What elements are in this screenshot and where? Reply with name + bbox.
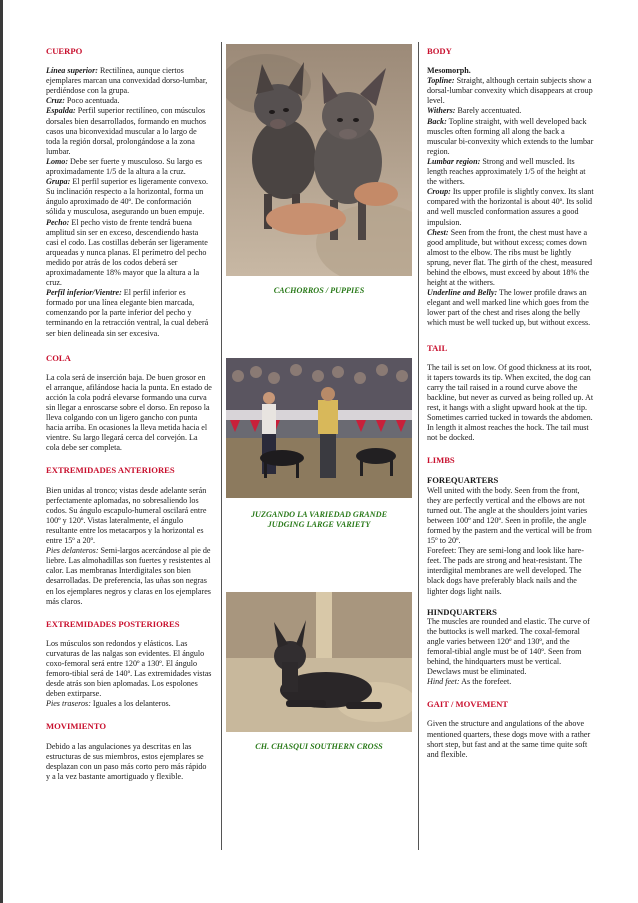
para-cruz: Cruz: Poco acentuada. (46, 96, 120, 106)
para-forequarters: Well united with the body. Seen from the front, they are perfectly vertical and the elbows are not turned out. The angle at the shoulders joint varies between 100º and 120º. Seen in profile, the angle formed by the pastern and the vertical will be from 15º to 20º. (427, 485, 592, 546)
para-pies-traseros: Pies traseros: Iguales a los delanteros. (46, 699, 171, 709)
column-divider-left (221, 42, 222, 850)
para-grupa: Grupa: El perfil superior es ligeramente convexo. Su inclinación respecto a la horizontal, forma un ángulo aproximado de 40º. De conformación sólida y musculosa, asegurando un buen empuje. (46, 177, 209, 217)
heading-forequarters: FOREQUARTERS (427, 475, 499, 486)
para-back: Back: Topline straight, with well developed back muscles often forming all along the back a muscular bi-convexity which extends to the lumbar region. (427, 116, 594, 156)
para-hind-feet: Hind feet: As the forefeet. (427, 677, 512, 687)
spanish-column (46, 46, 212, 782)
champion-dog-photo (226, 592, 412, 732)
heading-hindquarters: HINDQUARTERS (427, 606, 497, 617)
heading-movimiento: MOVIMIENTO (46, 721, 107, 732)
heading-extremidades-posteriores: EXTREMIDADES POSTERIORES (46, 618, 180, 629)
para-chest: Chest: Seen from the front, the chest must have a good amplitude, but without excess; comes down almost to the elbow. The ribs must be lightly sprung, never flat. The girth of the chest, measured behind the elbows, must exceed by about 18% the height at the withers. (427, 227, 593, 288)
para-gait: Given the structure and angulations of the above mentioned quarters, these dogs move with a rather short step, but fast and at the same time quite soft and flexible. (427, 719, 591, 759)
judging-photo (226, 358, 412, 498)
para-topline: Topline: Straight, although certain subjects show a dorsal-lumbar convexity which disappears at croup level. (427, 76, 593, 106)
english-column (427, 46, 595, 760)
para-extremidades-posteriores: Los músculos son redondos y elásticos. Las curvaturas de las nalgas son evidentes. El ángulo coxo-femoral será entre 120º a 130º. El ángulo femoro-tibial será de 140º. Las extremidades vistas desde atrás son bien aplomadas. Los espolones deben extirparse. (46, 638, 212, 699)
heading-body: BODY (427, 46, 452, 56)
heading-limbs: LIMBS (427, 455, 455, 466)
para-underline: Underline and Belly: The lower profile draws an elegant and well marked line which goes from the lower part of the chest and rises along the belly which must be well tucked up, but without excess. (427, 288, 591, 328)
heading-tail: TAIL (427, 342, 448, 353)
heading-cola: COLA (46, 352, 71, 363)
para-linea-superior: Línea superior: Rectilínea, aunque ciertos ejemplares marcan una convexidad dorso-lumbar, perdiéndose con la grupa. (46, 66, 208, 96)
para-forefeet: Forefeet: They are semi-long and look like hare-feet. The pads are strong and heat-resistant. The interdigital membranes are well developed. The black dogs have preferably black nails and the lighter dogs light nails. (427, 546, 584, 596)
heading-extremidades-anteriores: EXTREMIDADES ANTERIORES (46, 465, 175, 476)
para-tail: The tail is set on low. Of good thickness at its root, it tapers towards its tip. When excited, the dog can carry the tail raised in a round curve above the backline, but never as curved as being rolled up. At rest, it hangs with a slight upward hook at the tip. Sometimes carried tucked in towards the abdomen. In length it almost reaches the hock. The tail must not be docked. (427, 362, 594, 443)
para-pies-delanteros: Pies delanteros: Semi-largos acercándose al pie de liebre. Las almohadillas son fuertes y resistentes al calor. Las membranas Interdigitales son bien desarrolladas. De preferencia, las uñas son negras en los ejemplares negros y claras en los ejemplares más claros. (46, 546, 211, 606)
column-divider-right (418, 42, 419, 850)
para-withers: Withers: Barely accentuated. (427, 106, 522, 116)
caption-judging-es: JUZGANDO LA VARIEDAD GRANDE (250, 510, 388, 519)
para-lomo: Lomo: Debe ser fuerte y musculoso. Su largo es aproximadamente 1/5 de la altura a la cruz. (46, 156, 203, 177)
para-cola: La cola será de inserción baja. De buen grosor en el arranque, afilándose hacia la punta. En estado de acción la cola podrá elevarse formando una curva sin llegar a enroscarse sobre el dorso. En reposo la lleva colgando con un ligero gancho con punta hacia arriba. En ocasiones la lleva metida hacia el vientre. Su largo llegará cerca del corvejón. La cola debe ser completa. (46, 372, 212, 453)
page-edge (0, 0, 3, 903)
caption-puppies: CACHORROS / PUPPIES (273, 286, 365, 295)
para-mesomorph: Mesomorph. (427, 66, 471, 76)
caption-judging (226, 510, 412, 530)
heading-gait: GAIT / MOVEMENT (427, 699, 509, 710)
para-extremidades-anteriores: Bien unidas al tronco; vistas desde adelante serán perfectamente aplomadas, no sobresaliendo los codos. Su ángulo escapulo-humeral oscilará entre 100º y 120º. Vistas lateralmente, el ángulo resultante entre los metacarpos y la horizontal es entre 15º a 20º. (46, 485, 207, 546)
para-movimiento: Debido a las angulaciones ya descritas en las estructuras de sus miembros, estos ejemplares se desplazan con un paso más corto pero más rápido y a la vez bastante amortiguado y flexible. (46, 741, 207, 781)
para-espalda: Espalda: Perfil superior rectilíneo, con músculos dorsales bien desarrollados, formando en muchos casos una biconvexidad muscular a lo largo de toda la región dorsal, prolongándose a la zona lumbar. (46, 106, 207, 156)
caption-champion: CH. CHASQUI SOUTHERN CROSS (255, 742, 383, 751)
puppies-photo (226, 44, 412, 276)
para-hindquarters: The muscles are rounded and elastic. The curve of the buttocks is well marked. The coxal-femoral angle varies between 120º and 130º, and the femoral-tibial angle must be of 140º. Seen from behind, the hindquarters must be vertical. Dewclaws must be eliminated. (427, 616, 590, 677)
para-lumbar: Lumbar region: Strong and well muscled. Its length reaches approximately 1/5 of the height at the withers. (427, 156, 586, 187)
para-perfil-inferior: Perfil inferior/Vientre: El perfil inferior es formado por una línea elegante bien marcada, comenzando por la parte inferior del pecho y terminando en la retracción ventral, la cual deberá ser bien delineada sin ser excesiva. (46, 288, 209, 338)
para-croup: Croup: Its upper profile is slightly convex. Its slant compared with the horizontal is about 40º. Its solid and well muscled conformation assures a good impulsion. (427, 187, 594, 227)
heading-cuerpo: CUERPO (46, 46, 83, 56)
caption-judging-en: JUDGING LARGE VARIETY (267, 520, 371, 529)
para-pecho: Pecho: El pecho visto de frente tendrá buena amplitud sin ser en exceso, descendiendo hasta casi el codo. Las costillas deberán ser ligeramente arqueadas y nunca planas. El perímetro del pecho medido por atrás de los codos deberá ser aproximadamente 18% mayor que la altura a la cruz. (46, 217, 208, 288)
